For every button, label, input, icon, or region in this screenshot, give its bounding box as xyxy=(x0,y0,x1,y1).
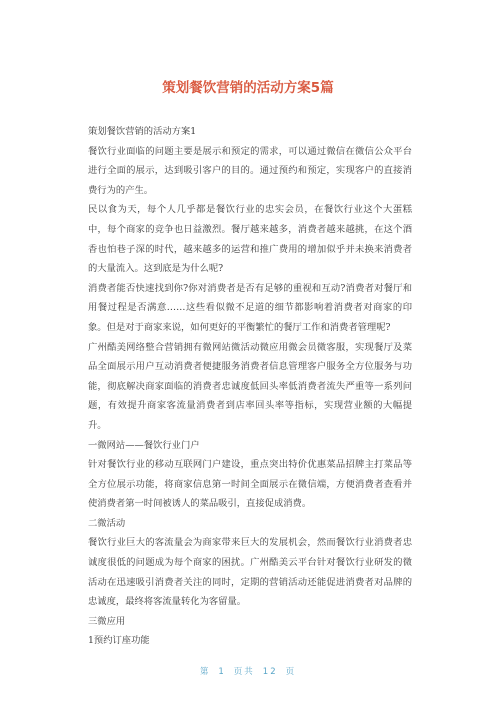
body-paragraph: 策划餐饮营销的活动方案1 xyxy=(88,126,197,137)
page-footer xyxy=(0,665,496,677)
section-heading: 一微网站——餐饮行业门户 xyxy=(88,439,200,451)
document-title: 策划餐饮营销的活动方案5篇 xyxy=(162,80,334,96)
body-paragraph: 针对餐饮行业的移动互联网门户建设，重点突出特价优惠菜品招牌主打菜品等全方位展示功能，将商家信息第一时间全面展示在微信端，方便消费者查看并使消费者第一时间被诱人的菜品吸引，直接促成消费。 xyxy=(88,459,412,510)
section-heading: 三微应用 xyxy=(88,615,126,627)
footer-suffix: 页 xyxy=(285,667,297,677)
body-paragraph: 餐饮行业面临的问题主要是展示和预定的需求，可以通过微信在微信公众平台进行全面的展示，达到吸引客户的目的。通过预约和预定，实现客户的直接消费行为的产生。 xyxy=(88,145,412,196)
body-paragraph: 民以食为天，每个人几乎都是餐饮行业的忠实会员，在餐饮行业这个大蛋糕中，每个商家的竞争也日益激烈。餐厅越来越多，消费者越来越挑，在这个酒香也怕巷子深的时代，越来越多的运营和推广费用的增加似乎并未换来消费者的大量流入。这到底是为什么呢? xyxy=(88,204,412,275)
section-heading: 二微活动 xyxy=(88,517,126,529)
body-paragraph: 广州酷美网络整合营销拥有微网站微活动微应用微会员微客服，实现餐厅及菜品全面展示用户互动消费者便捷服务消费者信息管理客户服务全方位服务与功能，彻底解决商家面临的消费者忠诚度低回头率低消费者流失严重等一系列问题，有效提升商家客流量消费者到店率回头率等指标，实现营业额的大幅提升。 xyxy=(88,341,412,431)
footer-page-number: 1 xyxy=(218,667,226,677)
document-body xyxy=(88,122,412,651)
footer-middle: 页共 xyxy=(233,667,255,677)
subsection-heading: 1预约订座功能 xyxy=(88,635,150,647)
footer-prefix: 第 xyxy=(199,667,211,677)
body-paragraph: 餐饮行业巨大的客流量会为商家带来巨大的发展机会，然而餐饮行业消费者忠诚度很低的问题成为每个商家的困扰。广州酷美云平台针对餐饮行业研发的微活动在迅速吸引消费者关注的同时，定期的营销活动还能促进消费者对品牌的忠诚度，最终将客流量转化为客留量。 xyxy=(88,537,412,608)
body-paragraph: 消费者能否快速找到你?你对消费者是否有足够的重视和互动?消费者对餐厅和用餐过程是否满意……这些看似微不足道的细节都影响着消费者对商家的印象。但是对于商家来说，如何更好的平衡繁忙的餐厅工作和消费者管理呢? xyxy=(88,282,412,333)
footer-total-pages: 12 xyxy=(262,667,278,677)
